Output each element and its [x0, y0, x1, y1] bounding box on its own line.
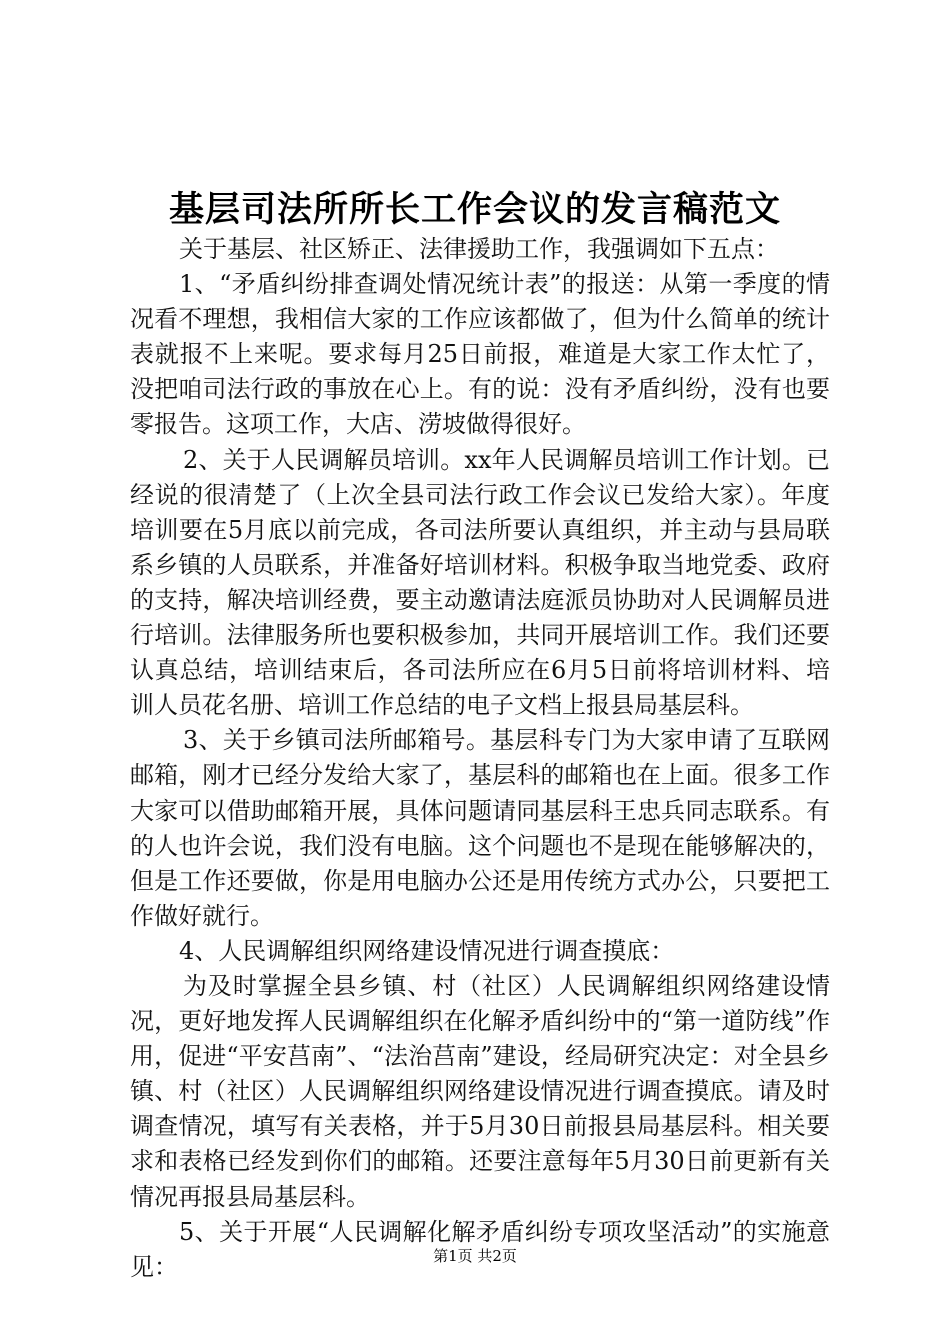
paragraph-point-3: 3、关于乡镇司法所邮箱号。基层科专门为大家申请了互联网邮箱，刚才已经分发给大家了，基层科的邮箱也在上面。很多工作大家可以借助邮箱开展，具体问题请同基层科王忠兵同志联系。有的人也许会说，我们没有电脑。这个问题也不是现在能够解决的，但是工作还要做，你是用电脑办公还是用传统方式办公，只要把工作做好就行。 [130, 726, 830, 930]
page-footer: 第1页 共2页 [433, 1247, 517, 1265]
paragraph-point-1: 1、“矛盾纠纷排查调处情况统计表”的报送：从第一季度的情况看不理想，我相信大家的工作应该都做了，但为什么简单的统计表就报不上来呢。要求每月25日前报，难道是大家工作太忙了，没把咱司法行政的事放在心上。有的说：没有矛盾纠纷，没有也要零报告。这项工作，大店、涝坡做得很好。 [130, 270, 830, 439]
paragraph-point-4: 4、人民调解组织网络建设情况进行调查摸底： [179, 936, 675, 965]
paragraph-intro: 关于基层、社区矫正、法律援助工作，我强调如下五点： [179, 235, 779, 263]
page-title: 基层司法所所长工作会议的发言稿范文 [168, 189, 781, 230]
document-body [130, 232, 830, 1285]
paragraph-point-5: 5、关于开展“人民调解化解矛盾纠纷专项攻坚活动”的实施意见： [130, 1217, 830, 1281]
paragraph-point-4-detail: 为及时掌握全县乡镇、村（社区）人民调解组织网络建设情况，更好地发挥人民调解组织在化解矛盾纠纷中的“第一道防线”作用，促进“平安莒南”、“法治莒南”建设，经局研究决定：对全县乡镇、村（社区）人民调解组织网络建设情况进行调查摸底。请及时调查情况，填写有关表格，并于5月30日前报县局基层科。相关要求和表格已经发到你们的邮箱。还要注意每年5月30日前更新有关情况再报县局基层科。 [130, 971, 830, 1211]
paragraph-point-2: 2、关于人民调解员培训。xx年人民调解员培训工作计划。已经说的很清楚了（上次全县司法行政工作会议已发给大家）。年度培训要在5月底以前完成，各司法所要认真组织，并主动与县局联系乡镇的人员联系，并准备好培训材料。积极争取当地党委、政府的支持，解决培训经费，要主动邀请法庭派员协助对人民调解员进行培训。法律服务所也要积极参加，共同开展培训工作。我们还要认真总结，培训结束后，各司法所应在6月5日前将培训材料、培训人员花名册、培训工作总结的电子文档上报县局基层科。 [130, 445, 830, 720]
